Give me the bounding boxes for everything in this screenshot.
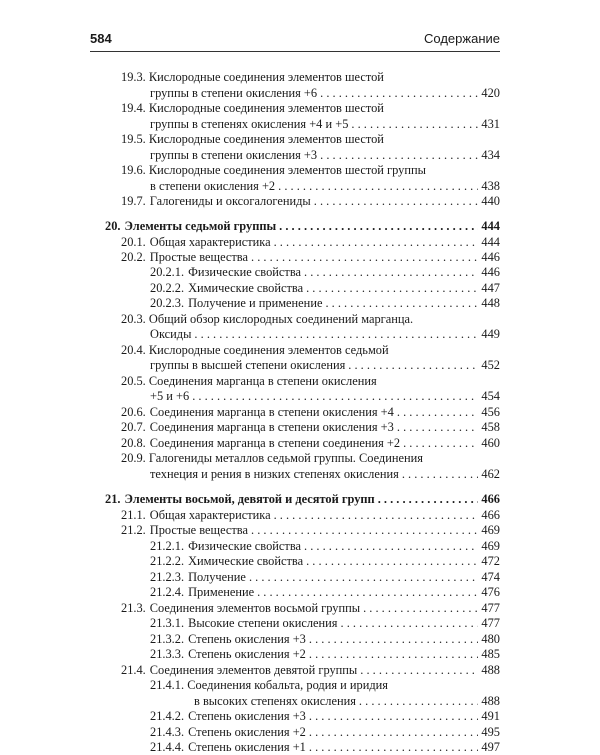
toc-entry-21-4-1[interactable]: 21.4.1. Соединения кобальта, родия и иридия: [150, 678, 388, 692]
toc-entry-20-7[interactable]: [121, 420, 500, 435]
entry-number: 21.2.1.: [150, 539, 185, 553]
entry-number: 21.2.2.: [150, 554, 185, 568]
toc-entry-20-5-cont[interactable]: [150, 389, 500, 404]
toc-entry-19-7[interactable]: [121, 194, 500, 209]
entry-page: 440: [481, 194, 500, 208]
toc-entry-20-9-cont[interactable]: [150, 467, 500, 482]
leader-dots: [351, 117, 478, 132]
leader-dots: [309, 647, 479, 662]
leader-dots: [397, 405, 479, 420]
leader-dots: [304, 265, 478, 280]
entry-page: 474: [481, 570, 500, 584]
entry-title: Общая характеристика: [149, 235, 271, 249]
entry-number: 21.4.4.: [150, 740, 185, 754]
entry-number: 20.1.: [121, 235, 146, 249]
leader-dots: [309, 632, 479, 647]
leader-dots: [274, 235, 479, 250]
entry-page: 447: [481, 281, 500, 295]
toc-entry-20-1[interactable]: [121, 235, 500, 250]
toc-entry-19-4-cont[interactable]: [150, 117, 500, 132]
leader-dots: [397, 420, 479, 435]
entry-title: Степень окисления +1: [188, 740, 306, 754]
entry-title: группы в степенях окисления +4 и +5: [150, 117, 349, 131]
toc-entry-21-2[interactable]: [121, 523, 500, 538]
leader-dots: [309, 740, 479, 755]
toc-entry-21-4-4[interactable]: [150, 740, 500, 755]
toc-entry-19-6[interactable]: 19.6. Кислородные соединения элементов шестой группы: [121, 163, 426, 177]
toc-entry-19-3[interactable]: 19.3. Кислородные соединения элементов шестой: [121, 70, 384, 84]
entry-page: 485: [481, 647, 500, 661]
entry-title: Соединения марганца в степени соединения +2: [149, 436, 401, 450]
entry-page: 476: [481, 585, 500, 599]
entry-page: 454: [481, 389, 500, 403]
entry-number: 20.2.: [121, 250, 146, 264]
entry-title: группы в степени окисления +3: [150, 148, 318, 162]
toc-entry-19-3-cont[interactable]: [150, 86, 500, 101]
entry-number: 20.2.1.: [150, 265, 185, 279]
entry-title: Высокие степени окисления: [188, 616, 338, 630]
entry-number: 21.4.3.: [150, 725, 185, 739]
toc-entry-20-4-cont[interactable]: [150, 358, 500, 373]
leader-dots: [402, 467, 479, 482]
toc-chapter-20[interactable]: [105, 219, 500, 234]
entry-title: Простые вещества: [149, 523, 248, 537]
entry-page: 438: [481, 179, 500, 193]
entry-page: 466: [481, 508, 500, 522]
entry-page: 452: [481, 358, 500, 372]
toc-entry-20-4[interactable]: 20.4. Кислородные соединения элементов седьмой: [121, 343, 389, 357]
entry-page: 477: [481, 601, 500, 615]
entry-title: группы в степени окисления +6: [150, 86, 318, 100]
entry-number: 21.1.: [121, 508, 146, 522]
page-number: 584: [90, 31, 112, 46]
entry-number: 21.2.: [121, 523, 146, 537]
entry-number: 20.7.: [121, 420, 146, 434]
entry-page: 449: [481, 327, 500, 341]
entry-title: Соединения элементов восьмой группы: [149, 601, 361, 615]
leader-dots: [363, 601, 478, 616]
leader-dots: [403, 436, 478, 451]
entry-page: 488: [481, 694, 500, 708]
entry-title: Элементы седьмой группы: [124, 219, 277, 233]
entry-title: Общая характеристика: [149, 508, 271, 522]
entry-page: 469: [481, 523, 500, 537]
toc-entry-21-2-2[interactable]: [150, 554, 500, 569]
toc-entry-19-6-cont[interactable]: [150, 179, 500, 194]
entry-title: Получение и применение: [188, 296, 323, 310]
entry-page: 446: [481, 250, 500, 264]
entry-title: Физические свойства: [188, 539, 302, 553]
entry-title: Простые вещества: [149, 250, 248, 264]
entry-number: 21.4.: [121, 663, 146, 677]
toc-entry-21-4-1-cont[interactable]: [194, 694, 500, 709]
leader-dots: [279, 219, 478, 234]
entry-title: Соединения марганца в степени окисления +3: [149, 420, 394, 434]
toc-entry-20-8[interactable]: [121, 436, 500, 451]
toc-entry-20-2-1[interactable]: [150, 265, 500, 280]
entry-title: Степень окисления +2: [188, 647, 306, 661]
toc-entry-21-3-2[interactable]: [150, 632, 500, 647]
entry-title: Галогениды и оксогалогениды: [149, 194, 311, 208]
toc-entry-20-6[interactable]: [121, 405, 500, 420]
toc-entry-21-2-3[interactable]: [150, 570, 500, 585]
entry-page: 446: [481, 265, 500, 279]
entry-page: 480: [481, 632, 500, 646]
entry-title: Применение: [188, 585, 255, 599]
entry-page: 462: [481, 467, 500, 481]
entry-title: Получение: [188, 570, 246, 584]
entry-number: 21.3.: [121, 601, 146, 615]
entry-title: Соединения марганца в степени окисления +4: [149, 405, 394, 419]
entry-title: группы в высшей степени окисления: [150, 358, 346, 372]
leader-dots: [306, 554, 478, 569]
entry-number: 21.2.3.: [150, 570, 185, 584]
leader-dots: [278, 179, 478, 194]
entry-title: Степень окисления +3: [188, 709, 306, 723]
entry-page: 444: [481, 235, 500, 249]
leader-dots: [274, 508, 479, 523]
toc-entry-21-2-1[interactable]: [150, 539, 500, 554]
leader-dots: [192, 389, 478, 404]
toc-entry-20-2-3[interactable]: [150, 296, 500, 311]
leader-dots: [325, 296, 478, 311]
toc-entry-21-3-1[interactable]: [150, 616, 500, 631]
entry-page: 431: [481, 117, 500, 131]
entry-page: 466: [481, 492, 500, 506]
toc-entry-21-2-4[interactable]: [150, 585, 500, 600]
leader-dots: [251, 250, 478, 265]
entry-page: 495: [481, 725, 500, 739]
entry-number: 20.: [105, 219, 121, 233]
toc-entry-19-5-cont[interactable]: [150, 148, 500, 163]
entry-page: 434: [481, 148, 500, 162]
toc-entry-20-3-cont[interactable]: [150, 327, 500, 342]
leader-dots: [194, 327, 478, 342]
leader-dots: [360, 663, 478, 678]
entry-page: 491: [481, 709, 500, 723]
entry-number: 21.3.2.: [150, 632, 185, 646]
entry-page: 444: [481, 219, 500, 233]
entry-title: в высоких степенях окисления: [194, 694, 356, 708]
entry-title: Элементы восьмой, девятой и десятой групп: [124, 492, 375, 506]
entry-page: 420: [481, 86, 500, 100]
entry-title: Соединения элементов девятой группы: [149, 663, 358, 677]
entry-number: 20.8.: [121, 436, 146, 450]
entry-number: 20.6.: [121, 405, 146, 419]
entry-title: Физические свойства: [188, 265, 302, 279]
entry-page: 460: [481, 436, 500, 450]
toc-entry-20-2[interactable]: [121, 250, 500, 265]
leader-dots: [306, 281, 478, 296]
leader-dots: [320, 86, 478, 101]
leader-dots: [320, 148, 478, 163]
toc-entry-19-4[interactable]: 19.4. Кислородные соединения элементов шестой: [121, 101, 384, 115]
entry-title: Химические свойства: [188, 554, 304, 568]
entry-number: 19.7.: [121, 194, 146, 208]
entry-page: 456: [481, 405, 500, 419]
leader-dots: [309, 725, 479, 740]
entry-title: Оксиды: [150, 327, 192, 341]
entry-title: Химические свойства: [188, 281, 304, 295]
entry-number: 20.2.2.: [150, 281, 185, 295]
entry-number: 21.2.4.: [150, 585, 185, 599]
toc-entry-19-5[interactable]: 19.5. Кислородные соединения элементов шестой: [121, 132, 384, 146]
toc-entry-21-3-3[interactable]: [150, 647, 500, 662]
entry-title: в степени окисления +2: [150, 179, 276, 193]
toc-entry-21-4-2[interactable]: [150, 709, 500, 724]
leader-dots: [341, 616, 479, 631]
toc-entry-20-3[interactable]: 20.3. Общий обзор кислородных соединений марганца.: [121, 312, 414, 326]
leader-dots: [257, 585, 478, 600]
entry-page: 497: [481, 740, 500, 754]
entry-page: 477: [481, 616, 500, 630]
entry-title: Степень окисления +2: [188, 725, 306, 739]
entry-title: +5 и +6: [150, 389, 190, 403]
entry-title: технеция и рения в низких степенях окисления: [150, 467, 399, 481]
entry-page: 458: [481, 420, 500, 434]
entry-page: 488: [481, 663, 500, 677]
leader-dots: [304, 539, 478, 554]
entry-number: 21.4.2.: [150, 709, 185, 723]
leader-dots: [359, 694, 478, 709]
toc-entry-20-5[interactable]: 20.5. Соединения марганца в степени окисления: [121, 374, 377, 388]
toc-entry-20-9[interactable]: 20.9. Галогениды металлов седьмой группы. Соединения: [121, 451, 423, 465]
toc-entry-21-3[interactable]: [121, 601, 500, 616]
leader-dots: [314, 194, 479, 209]
entry-title: Степень окисления +3: [188, 632, 306, 646]
toc-chapter-21[interactable]: [105, 492, 500, 507]
leader-dots: [348, 358, 478, 373]
toc-entry-21-4[interactable]: [121, 663, 500, 678]
leader-dots: [378, 492, 479, 507]
toc-entry-21-1[interactable]: [121, 508, 500, 523]
entry-number: 21.3.1.: [150, 616, 185, 630]
entry-number: 21.3.3.: [150, 647, 185, 661]
running-title: Содержание: [424, 31, 500, 46]
toc-entry-21-4-3[interactable]: [150, 725, 500, 740]
entry-page: 472: [481, 554, 500, 568]
leader-dots: [249, 570, 478, 585]
entry-number: 20.2.3.: [150, 296, 185, 310]
toc-entry-20-2-2[interactable]: [150, 281, 500, 296]
entry-number: 21.: [105, 492, 121, 506]
leader-dots: [251, 523, 478, 538]
entry-page: 469: [481, 539, 500, 553]
leader-dots: [309, 709, 479, 724]
entry-page: 448: [481, 296, 500, 310]
